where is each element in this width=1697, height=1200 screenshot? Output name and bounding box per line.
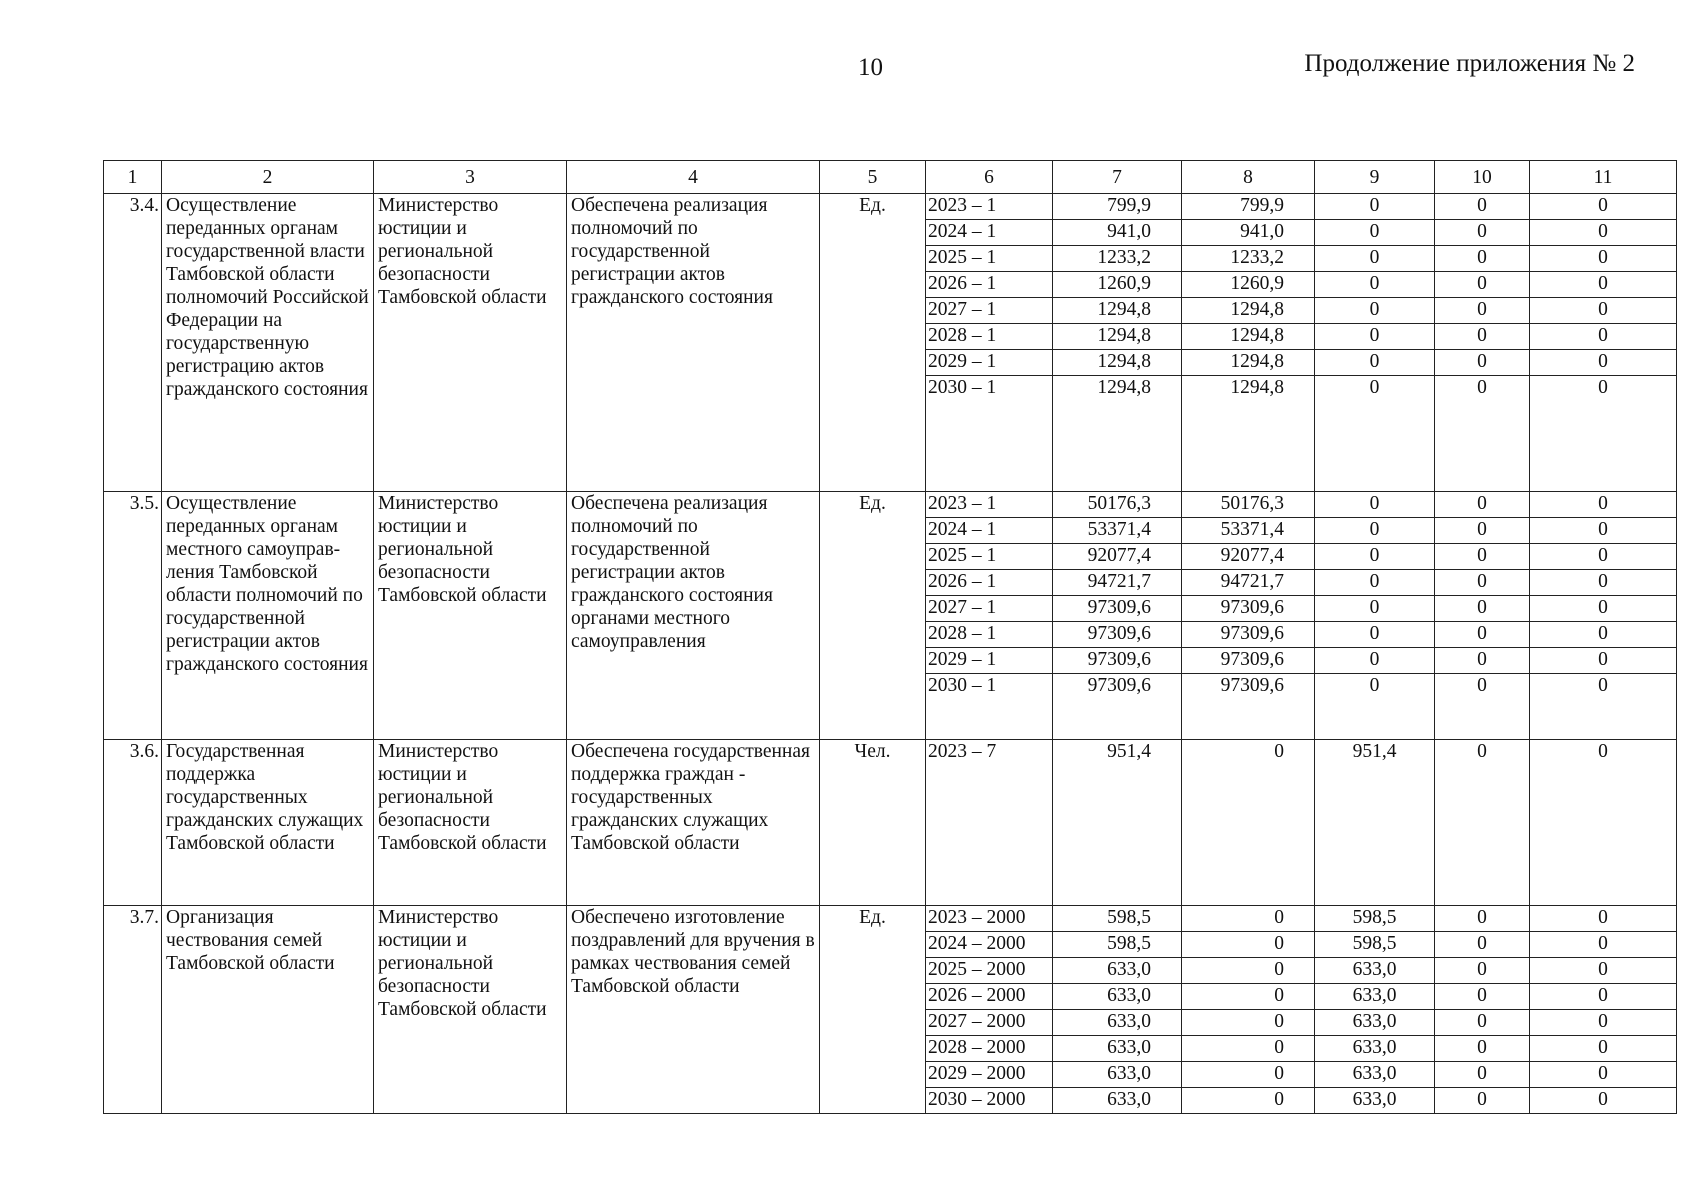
value-regional: 0 <box>1315 648 1435 674</box>
value-total: 1294,8 <box>1053 298 1182 324</box>
value-federal: 0 <box>1182 740 1315 906</box>
value-other: 0 <box>1530 376 1677 492</box>
value-federal: 94721,7 <box>1182 570 1315 596</box>
value-regional: 0 <box>1315 194 1435 220</box>
value-regional: 0 <box>1315 674 1435 740</box>
table-row <box>104 492 1677 518</box>
value-local: 0 <box>1435 544 1530 570</box>
value-local: 0 <box>1435 246 1530 272</box>
value-other: 0 <box>1530 906 1677 932</box>
table-row <box>104 194 1677 220</box>
value-regional: 0 <box>1315 492 1435 518</box>
value-local: 0 <box>1435 648 1530 674</box>
year-indicator: 2028 – 1 <box>926 324 1053 350</box>
value-local: 0 <box>1435 622 1530 648</box>
value-total: 598,5 <box>1053 932 1182 958</box>
result: Обеспечена государственная поддержка граждан - государственных гражданских служащих Тамбовской области <box>567 740 820 906</box>
value-regional: 633,0 <box>1315 1062 1435 1088</box>
value-other: 0 <box>1530 622 1677 648</box>
value-total: 1294,8 <box>1053 376 1182 492</box>
table-row <box>104 906 1677 932</box>
value-other: 0 <box>1530 492 1677 518</box>
value-total: 1294,8 <box>1053 350 1182 376</box>
value-other: 0 <box>1530 194 1677 220</box>
year-indicator: 2023 – 7 <box>926 740 1053 906</box>
year-indicator: 2028 – 2000 <box>926 1036 1053 1062</box>
value-other: 0 <box>1530 220 1677 246</box>
value-regional: 0 <box>1315 350 1435 376</box>
year-indicator: 2025 – 1 <box>926 246 1053 272</box>
value-regional: 0 <box>1315 246 1435 272</box>
executor: Министерство юстиции и региональной безопасности Тамбовской области <box>374 740 567 906</box>
value-other: 0 <box>1530 544 1677 570</box>
value-other: 0 <box>1530 324 1677 350</box>
value-total: 799,9 <box>1053 194 1182 220</box>
year-indicator: 2028 – 1 <box>926 622 1053 648</box>
value-regional: 633,0 <box>1315 984 1435 1010</box>
column-header-4: 4 <box>567 161 820 194</box>
value-federal: 1294,8 <box>1182 376 1315 492</box>
program-table <box>103 160 1677 1114</box>
column-header-3: 3 <box>374 161 567 194</box>
year-indicator: 2029 – 1 <box>926 648 1053 674</box>
value-federal: 97309,6 <box>1182 596 1315 622</box>
value-federal: 1294,8 <box>1182 350 1315 376</box>
value-regional: 0 <box>1315 622 1435 648</box>
column-header-11: 11 <box>1530 161 1677 194</box>
value-other: 0 <box>1530 1088 1677 1114</box>
value-local: 0 <box>1435 1036 1530 1062</box>
value-local: 0 <box>1435 570 1530 596</box>
value-federal: 92077,4 <box>1182 544 1315 570</box>
value-regional: 0 <box>1315 596 1435 622</box>
value-local: 0 <box>1435 906 1530 932</box>
value-regional: 0 <box>1315 518 1435 544</box>
value-total: 633,0 <box>1053 984 1182 1010</box>
page-number: 10 <box>858 54 883 81</box>
executor: Министерство юстиции и региональной безопасности Тамбовской области <box>374 906 567 1114</box>
year-indicator: 2029 – 1 <box>926 350 1053 376</box>
value-regional: 633,0 <box>1315 1036 1435 1062</box>
value-regional: 0 <box>1315 220 1435 246</box>
measure-name: Организация чествования семей Тамбовской области <box>162 906 374 1114</box>
column-header-1: 1 <box>104 161 162 194</box>
table-row <box>104 740 1677 906</box>
year-indicator: 2030 – 1 <box>926 674 1053 740</box>
value-federal: 0 <box>1182 1036 1315 1062</box>
value-federal: 0 <box>1182 958 1315 984</box>
unit: Ед. <box>820 906 926 1114</box>
value-regional: 0 <box>1315 376 1435 492</box>
value-federal: 0 <box>1182 906 1315 932</box>
year-indicator: 2027 – 1 <box>926 298 1053 324</box>
value-federal: 799,9 <box>1182 194 1315 220</box>
value-local: 0 <box>1435 596 1530 622</box>
value-regional: 598,5 <box>1315 932 1435 958</box>
value-other: 0 <box>1530 570 1677 596</box>
value-other: 0 <box>1530 246 1677 272</box>
value-other: 0 <box>1530 350 1677 376</box>
value-local: 0 <box>1435 376 1530 492</box>
value-regional: 0 <box>1315 544 1435 570</box>
value-federal: 97309,6 <box>1182 648 1315 674</box>
row-number: 3.4. <box>104 194 162 492</box>
row-number: 3.5. <box>104 492 162 740</box>
value-federal: 53371,4 <box>1182 518 1315 544</box>
value-local: 0 <box>1435 674 1530 740</box>
value-regional: 951,4 <box>1315 740 1435 906</box>
column-header-7: 7 <box>1053 161 1182 194</box>
value-local: 0 <box>1435 958 1530 984</box>
value-regional: 0 <box>1315 324 1435 350</box>
value-other: 0 <box>1530 932 1677 958</box>
year-indicator: 2026 – 1 <box>926 570 1053 596</box>
year-indicator: 2024 – 1 <box>926 518 1053 544</box>
year-indicator: 2030 – 1 <box>926 376 1053 492</box>
column-header-5: 5 <box>820 161 926 194</box>
measure-name: Государственная поддержка государственных гражданских служащих Тамбовской области <box>162 740 374 906</box>
column-header-8: 8 <box>1182 161 1315 194</box>
value-other: 0 <box>1530 648 1677 674</box>
executor: Министерство юстиции и региональной безопасности Тамбовской области <box>374 194 567 492</box>
value-regional: 633,0 <box>1315 1010 1435 1036</box>
value-federal: 1294,8 <box>1182 298 1315 324</box>
unit: Чел. <box>820 740 926 906</box>
value-local: 0 <box>1435 1088 1530 1114</box>
value-other: 0 <box>1530 1062 1677 1088</box>
year-indicator: 2024 – 1 <box>926 220 1053 246</box>
value-other: 0 <box>1530 1036 1677 1062</box>
value-total: 97309,6 <box>1053 648 1182 674</box>
column-header-2: 2 <box>162 161 374 194</box>
value-other: 0 <box>1530 984 1677 1010</box>
table-header <box>104 161 1677 194</box>
year-indicator: 2023 – 1 <box>926 492 1053 518</box>
year-indicator: 2025 – 2000 <box>926 958 1053 984</box>
executor: Министерство юстиции и региональной безопасности Тамбовской области <box>374 492 567 740</box>
value-other: 0 <box>1530 518 1677 544</box>
value-federal: 0 <box>1182 1010 1315 1036</box>
value-total: 97309,6 <box>1053 596 1182 622</box>
year-indicator: 2027 – 2000 <box>926 1010 1053 1036</box>
result: Обеспечена реализация полномочий по государственной регистрации актов гражданского состояния органами местного самоуправления <box>567 492 820 740</box>
value-local: 0 <box>1435 350 1530 376</box>
value-local: 0 <box>1435 984 1530 1010</box>
column-header-6: 6 <box>926 161 1053 194</box>
value-federal: 0 <box>1182 932 1315 958</box>
value-total: 633,0 <box>1053 1088 1182 1114</box>
year-indicator: 2026 – 2000 <box>926 984 1053 1010</box>
unit: Ед. <box>820 492 926 740</box>
value-local: 0 <box>1435 194 1530 220</box>
value-federal: 0 <box>1182 1088 1315 1114</box>
value-regional: 598,5 <box>1315 906 1435 932</box>
value-federal: 1294,8 <box>1182 324 1315 350</box>
value-regional: 0 <box>1315 298 1435 324</box>
value-federal: 0 <box>1182 984 1315 1010</box>
year-indicator: 2023 – 1 <box>926 194 1053 220</box>
year-indicator: 2030 – 2000 <box>926 1088 1053 1114</box>
value-federal: 97309,6 <box>1182 674 1315 740</box>
value-federal: 97309,6 <box>1182 622 1315 648</box>
measure-name: Осуществление переданных органам государственной власти Тамбовской области полномочий Российской Федерации на государственную регистрацию актов гражданского состояния <box>162 194 374 492</box>
value-federal: 1233,2 <box>1182 246 1315 272</box>
value-total: 598,5 <box>1053 906 1182 932</box>
value-local: 0 <box>1435 220 1530 246</box>
value-local: 0 <box>1435 1010 1530 1036</box>
value-local: 0 <box>1435 324 1530 350</box>
value-federal: 0 <box>1182 1062 1315 1088</box>
value-total: 1260,9 <box>1053 272 1182 298</box>
value-other: 0 <box>1530 596 1677 622</box>
value-other: 0 <box>1530 674 1677 740</box>
value-total: 53371,4 <box>1053 518 1182 544</box>
value-total: 951,4 <box>1053 740 1182 906</box>
value-total: 633,0 <box>1053 1010 1182 1036</box>
value-other: 0 <box>1530 1010 1677 1036</box>
value-federal: 1260,9 <box>1182 272 1315 298</box>
measure-name: Осуществление переданных органам местного самоуправ-ления Тамбовской области полномочий по государственной регистрации актов гражданского состояния <box>162 492 374 740</box>
value-regional: 633,0 <box>1315 1088 1435 1114</box>
value-total: 97309,6 <box>1053 622 1182 648</box>
year-indicator: 2027 – 1 <box>926 596 1053 622</box>
value-local: 0 <box>1435 1062 1530 1088</box>
value-total: 633,0 <box>1053 1062 1182 1088</box>
year-indicator: 2025 – 1 <box>926 544 1053 570</box>
value-other: 0 <box>1530 272 1677 298</box>
value-total: 633,0 <box>1053 1036 1182 1062</box>
value-total: 50176,3 <box>1053 492 1182 518</box>
value-regional: 0 <box>1315 272 1435 298</box>
appendix-continuation-title: Продолжение приложения № 2 <box>1304 50 1635 77</box>
value-local: 0 <box>1435 492 1530 518</box>
value-regional: 0 <box>1315 570 1435 596</box>
column-header-9: 9 <box>1315 161 1435 194</box>
value-total: 97309,6 <box>1053 674 1182 740</box>
row-number: 3.6. <box>104 740 162 906</box>
column-header-10: 10 <box>1435 161 1530 194</box>
year-indicator: 2024 – 2000 <box>926 932 1053 958</box>
value-local: 0 <box>1435 740 1530 906</box>
result: Обеспечена реализация полномочий по государственной регистрации актов гражданского состояния <box>567 194 820 492</box>
value-federal: 50176,3 <box>1182 492 1315 518</box>
value-total: 1294,8 <box>1053 324 1182 350</box>
year-indicator: 2029 – 2000 <box>926 1062 1053 1088</box>
value-local: 0 <box>1435 272 1530 298</box>
value-total: 633,0 <box>1053 958 1182 984</box>
value-regional: 633,0 <box>1315 958 1435 984</box>
value-total: 94721,7 <box>1053 570 1182 596</box>
value-other: 0 <box>1530 298 1677 324</box>
value-local: 0 <box>1435 518 1530 544</box>
table-body <box>104 194 1677 1114</box>
result: Обеспечено изготовление поздравлений для вручения в рамках чествования семей Тамбовской области <box>567 906 820 1114</box>
unit: Ед. <box>820 194 926 492</box>
value-local: 0 <box>1435 932 1530 958</box>
value-total: 941,0 <box>1053 220 1182 246</box>
year-indicator: 2023 – 2000 <box>926 906 1053 932</box>
value-other: 0 <box>1530 958 1677 984</box>
value-total: 1233,2 <box>1053 246 1182 272</box>
year-indicator: 2026 – 1 <box>926 272 1053 298</box>
value-total: 92077,4 <box>1053 544 1182 570</box>
value-federal: 941,0 <box>1182 220 1315 246</box>
value-other: 0 <box>1530 740 1677 906</box>
value-local: 0 <box>1435 298 1530 324</box>
row-number: 3.7. <box>104 906 162 1114</box>
